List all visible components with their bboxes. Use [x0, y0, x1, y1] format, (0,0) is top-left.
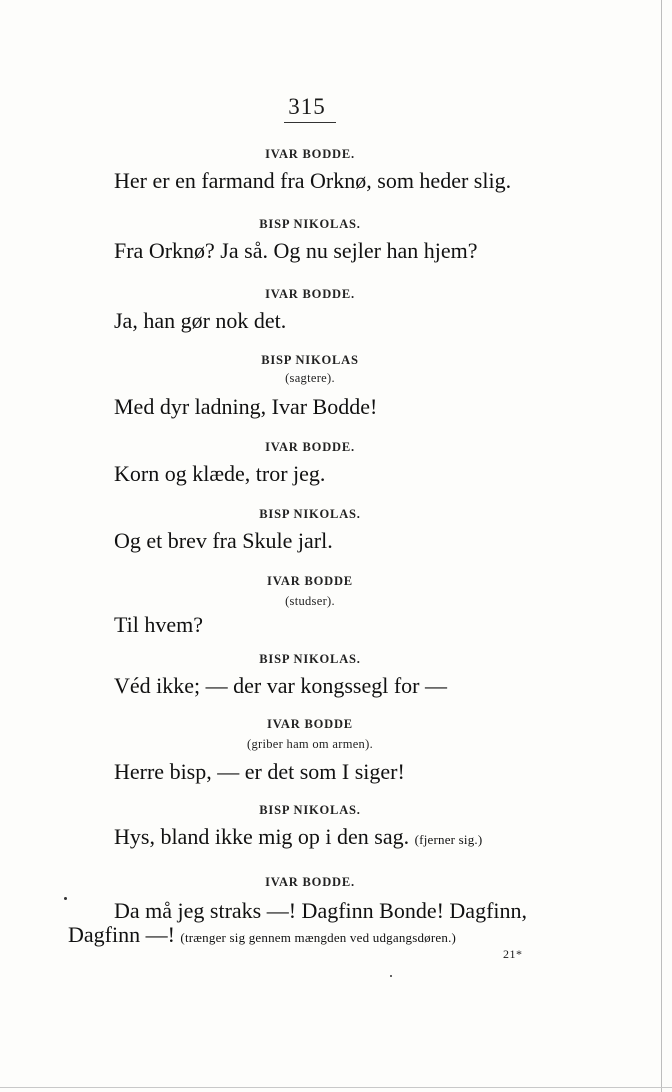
dialogue-line: Da må jeg straks —! Dagfinn Bonde! Dagfinn, [114, 898, 528, 923]
dialogue-line: Med dyr ladning, Ivar Bodde! [114, 394, 378, 419]
dialogue-line: Véd ikke; — der var kongssegl for — [114, 673, 447, 698]
dialogue-line-text: Dagfinn —! [68, 922, 175, 947]
dialogue-line: Korn og klæde, tror jeg. [114, 461, 326, 486]
page-number-rule [284, 122, 336, 123]
dialogue-line [114, 824, 482, 850]
page-edge-bottom [0, 1087, 672, 1088]
speaker-name: IVAR BODDE. [265, 287, 355, 301]
speaker-name: IVAR BODDE. [265, 875, 355, 889]
dialogue-line-text: Hys, bland ikke mig op i den sag. [114, 824, 410, 849]
dialogue-line-continued [68, 922, 456, 948]
speaker-name: IVAR BODDE. [265, 440, 355, 454]
dialogue-line: Og et brev fra Skule jarl. [114, 528, 333, 553]
speaker-name: BISP NIKOLAS. [259, 652, 361, 666]
stage-direction: (fjerner sig.) [414, 832, 483, 847]
ink-speck [64, 897, 67, 900]
stage-direction: (sagtere). [285, 371, 335, 385]
speaker-name: IVAR BODDE [267, 574, 353, 588]
speaker-name: BISP NIKOLAS. [259, 507, 361, 521]
ink-speck [390, 975, 392, 977]
stage-direction: (trænger sig gennem mængden ved udgangsdøren.) [180, 930, 457, 945]
dialogue-line: Herre bisp, — er det som I siger! [114, 759, 405, 784]
stage-direction: (griber ham om armen). [247, 737, 373, 751]
stage-direction: (studser). [285, 594, 335, 608]
page-edge-right [661, 0, 662, 1092]
dialogue-line: Ja, han gør nok det. [114, 308, 287, 333]
page-number: 315 [288, 94, 326, 119]
speaker-name: BISP NIKOLAS. [259, 217, 361, 231]
speaker-name: IVAR BODDE. [265, 147, 355, 161]
speaker-name: BISP NIKOLAS. [259, 803, 361, 817]
dialogue-line: Fra Orknø? Ja så. Og nu sejler han hjem? [114, 238, 478, 263]
dialogue-line: Her er en farmand fra Orknø, som heder slig. [114, 168, 512, 193]
speaker-name: BISP NIKOLAS [261, 353, 359, 367]
printer-signature-mark: 21* [503, 947, 523, 961]
dialogue-line: Til hvem? [114, 612, 204, 637]
speaker-name: IVAR BODDE [267, 717, 353, 731]
